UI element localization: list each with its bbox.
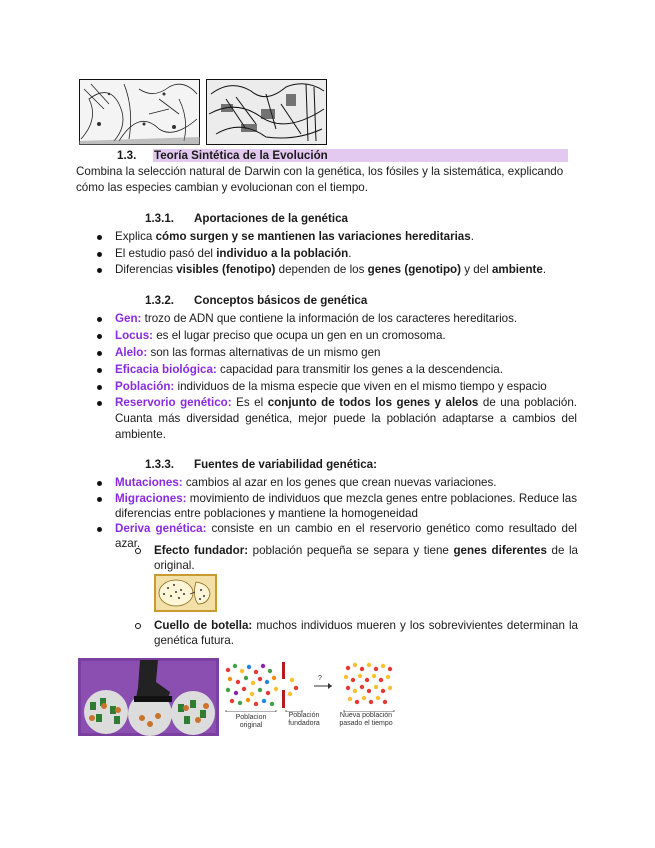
sub-133-title: Fuentes de variabilidad genética: [194,458,377,471]
population-diagram [222,660,402,736]
concept-reservorio: Reservorio genético: Es el conjunto de todos los genes y alelos de una población. Cuanta más diversidad genética, mejor puede la población adaptarse a cambios del ambiente. [115,396,578,441]
sub-132-number: 1.3.2. [145,294,175,307]
concept-alelo: Alelo: son las formas alternativas de un mismo gen [115,346,381,359]
label-nueva-poblacion: Nueva población pasado el tiempo [339,712,393,727]
bullet-icon [97,497,102,502]
source-migraciones: Migraciones: movimiento de individuos que mezcla genes entre poblaciones. Reduce las diferencias entre poblaciones y mantiene la homogeneidad [115,492,577,520]
circle-bullet-icon [135,623,141,629]
bullet-icon [97,481,102,486]
list-item-genetica-1: Explica cómo surgen y se mantienen las variaciones hereditarias. [115,230,474,243]
source-deriva: Deriva genética: consiste en un cambio en el reservorio genético como resultado del azar. [115,522,577,550]
bottleneck-illustration [78,658,219,736]
bullet-icon [97,527,102,532]
engraving-image-right [206,79,327,145]
concept-locus: Locus: es el lugar preciso que ocupa un gen en un cromosoma. [115,329,446,342]
bullet-icon [97,351,102,356]
sub-133-number: 1.3.3. [145,458,175,471]
bullet-icon [97,385,102,390]
circle-bullet-icon [135,548,141,554]
label-poblacion-fundadora: Población fundadora [288,712,320,727]
section-13-number: 1.3. [117,149,137,162]
bullet-icon [97,368,102,373]
concept-gen: Gen: trozo de ADN que contiene la información de los caracteres hereditarios. [115,312,518,325]
engraving-image-left [79,79,200,145]
sub-131-title: Aportaciones de la genética [194,212,348,225]
intro-paragraph: Combina la selección natural de Darwin con la genética, los fósiles y la sistemática, explicando cómo las especies cambian y evolucionan con el tiempo. [76,165,564,194]
sub-131-number: 1.3.1. [145,212,175,225]
bullet-icon [97,401,102,406]
svg-text:?: ? [318,675,322,682]
bullet-icon [97,235,102,240]
sub-132-title: Conceptos básicos de genética [194,294,368,307]
source-mutaciones: Mutaciones: cambios al azar en los genes que crean nuevas variaciones. [115,476,497,489]
bullet-icon [97,334,102,339]
label-poblacion-original: Poblacion original [235,714,267,729]
sub-source-efecto-fundador: Efecto fundador: población pequeña se separa y tiene genes diferentes de la original. [154,544,578,572]
bullet-icon [97,317,102,322]
sub-source-cuello-botella: Cuello de botella: muchos individuos mueren y los sobrevivientes determinan la genética futura. [154,619,578,647]
section-13-title: Teoría Sintética de la Evolución [154,149,328,162]
list-item-genetica-2: El estudio pasó del individuo a la población. [115,247,352,260]
concept-eficacia: Eficacia biológica: capacidad para transmitir los genes a la descendencia. [115,363,503,376]
list-item-genetica-3: Diferencias visibles (fenotipo) dependen de los genes (genotipo) y del ambiente. [115,263,547,276]
concept-poblacion: Población: individuos de la misma especie que viven en el mismo tiempo y espacio [115,380,547,393]
founder-effect-image [154,574,217,612]
bullet-icon [97,268,102,273]
bullet-icon [97,252,102,257]
